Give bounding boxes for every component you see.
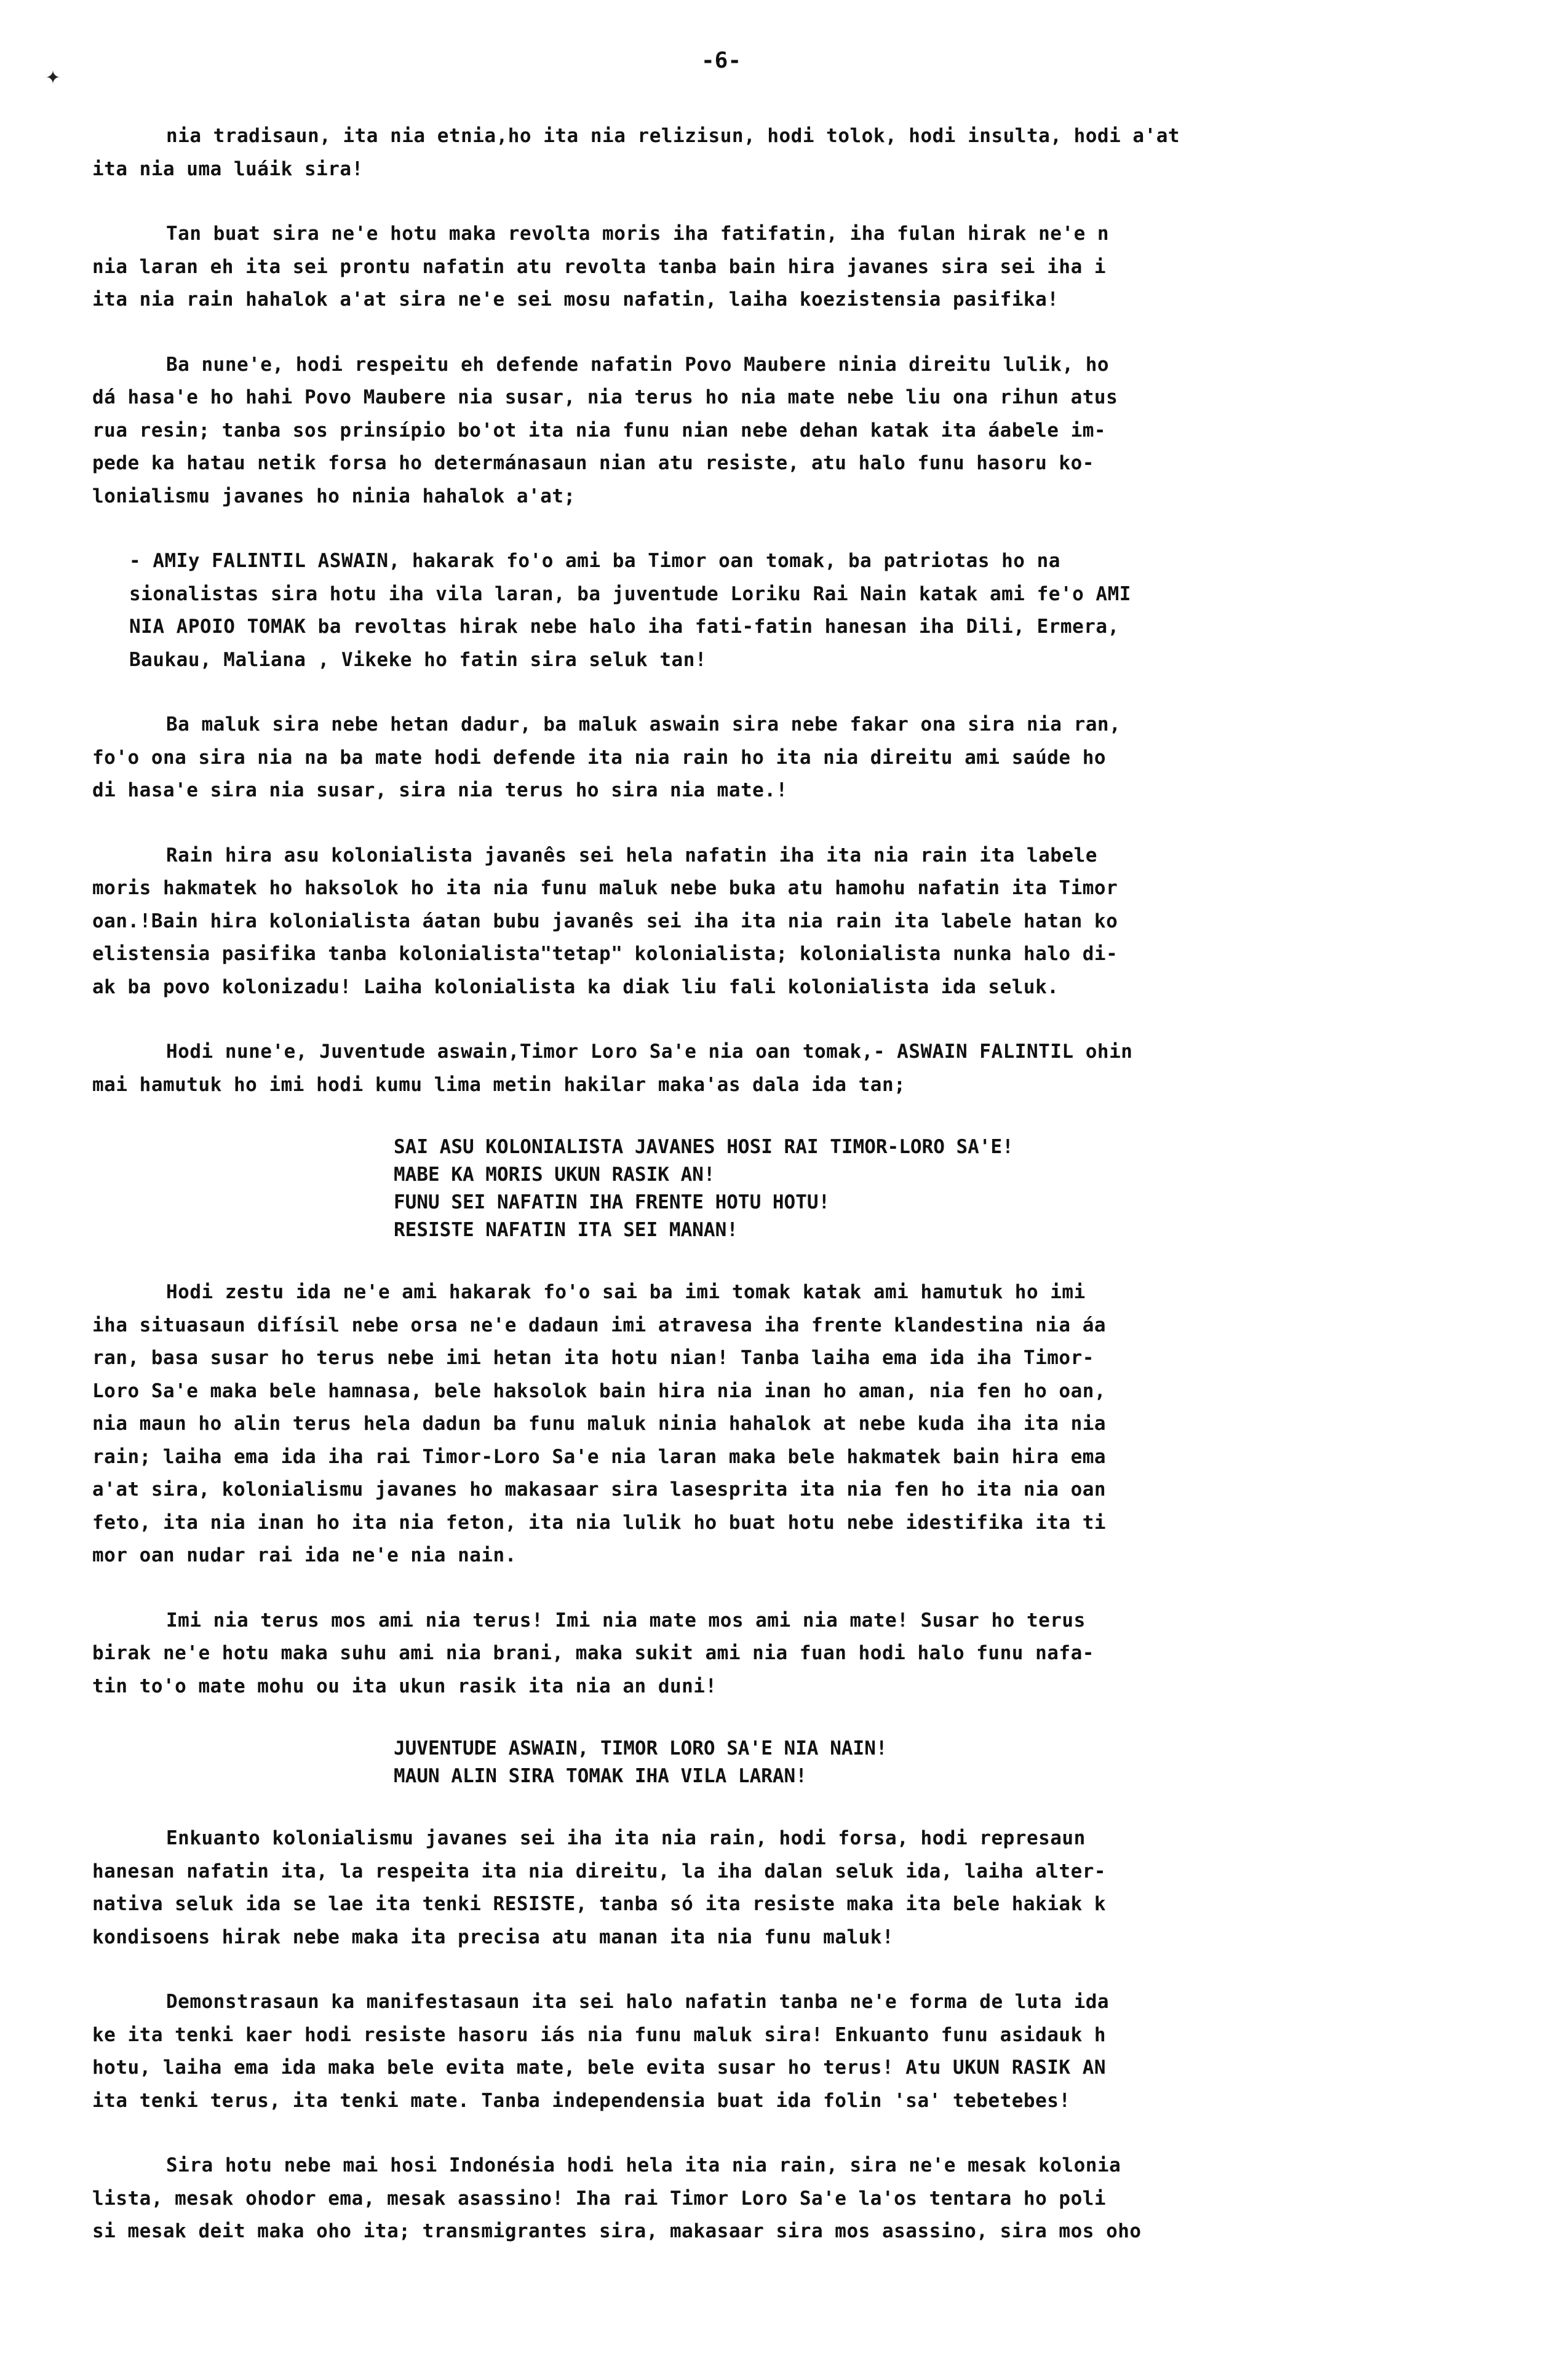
paragraph [92,1276,1464,1573]
paragraph-group-1 [92,120,1464,1101]
slogan-line: JUVENTUDE ASWAIN, TIMOR LORO SA'E NIA NAIN! [394,1737,888,1759]
slogan-line: FUNU SEI NAFATIN IHA FRENTE HOTU HOTU! [394,1191,830,1213]
text-line: ran, basa susar ho terus nebe imi hetan ita hotu nian! Tanba laiha ema ida iha Timor- [92,1347,1094,1369]
text-line: tin to'o mate mohu ou ita ukun rasik ita nia an duni! [92,1675,717,1697]
text-line: moris hakmatek ho haksolok ho ita nia funu maluk nebe buka atu hamohu nafatin ita Timor [92,877,1118,899]
text-line: Rain hira asu kolonialista javanês sei hela nafatin iha ita nia rain ita labele [166,844,1097,867]
text-line: dá hasa'e ho hahi Povo Maubere nia susar, nia terus ho nia mate nebe liu ona rihun atus [92,386,1118,408]
paragraph [92,1605,1464,1704]
paragraph [92,1986,1464,2117]
text-line: nia tradisaun, ita nia etnia,ho ita nia relizisun, hodi tolok, hodi insulta, hodi a'at [166,125,1180,147]
text-line: Enkuanto kolonialismu javanes sei iha ita nia rain, hodi forsa, hodi represaun [166,1827,1086,1849]
text-line: Demonstrasaun ka manifestasaun ita sei halo nafatin tanba ne'e forma de luta ida [166,1991,1110,2013]
text-line: Loro Sa'e maka bele hamnasa, bele haksolok bain hira nia inan ho aman, nia fen ho oan, [92,1379,1107,1402]
text-line: Hodi nune'e, Juventude aswain,Timor Loro Sa'e nia oan tomak,- ASWAIN FALINTIL ohin [166,1041,1133,1063]
text-line: lista, mesak ohodor ema, mesak asassino! Iha rai Timor Loro Sa'e la'os tentara ho poli [92,2187,1107,2210]
text-line: mor oan nudar rai ida ne'e nia nain. [92,1544,517,1566]
paragraph [92,2149,1464,2248]
text-line: Sira hotu nebe mai hosi Indonésia hodi hela ita nia rain, sira ne'e mesak kolonia [166,2154,1121,2176]
text-line: si mesak deit maka oho ita; transmigrantes sira, makasaar sira mos asassino, sira mos oho [92,2220,1142,2242]
slogan-line: RESISTE NAFATIN ITA SEI MANAN! [394,1219,738,1241]
text-line: mai hamutuk ho imi hodi kumu lima metin hakilar maka'as dala ida tan; [92,1073,906,1096]
corner-ink-mark: ✦ [46,61,61,90]
text-line: fo'o ona sira nia na ba mate hodi defende ita nia rain ho ita nia direitu ami saúde ho [92,746,1107,769]
paragraph [92,839,1464,1004]
text-line: nia laran eh ita sei prontu nafatin atu revolta tanba bain hira javanes sira sei iha i [92,255,1107,278]
slogan-block-1 [92,1133,1464,1244]
page-number: -6- [701,48,742,73]
text-line: Hodi zestu ida ne'e ami hakarak fo'o sai ba imi tomak katak ami hamutuk ho imi [166,1281,1086,1303]
paragraph [92,545,1464,676]
text-line: oan.!Bain hira kolonialista áatan bubu javanês sei iha ita nia rain ita labele hatan ko [92,910,1118,932]
text-line: ita tenki terus, ita tenki mate. Tanba independensia buat ida folin 'sa' tebetebes! [92,2089,1071,2112]
text-line: NIA APOIO TOMAK ba revoltas hirak nebe halo iha fati-fatin hanesan iha Dili, Ermera, [129,616,1120,638]
text-line: feto, ita nia inan ho ita nia feton, ita nia lulik ho buat hotu nebe idestifika ita ti [92,1511,1107,1534]
slogan-line: MABE KA MORIS UKUN RASIK AN! [394,1164,715,1186]
text-line: ak ba povo kolonizadu! Laiha kolonialista ka diak liu fali kolonialista ida seluk. [92,975,1059,998]
text-line: ita nia uma luáik sira! [92,157,364,180]
text-line: nia maun ho alin terus hela dadun ba funu maluk ninia hahalok at nebe kuda iha ita nia [92,1413,1107,1435]
paragraph [92,1822,1464,1954]
text-line: sionalistas sira hotu iha vila laran, ba juventude Loriku Rai Nain katak ami fe'o AMI [129,582,1131,605]
text-line: rua resin; tanba sos prinsípio bo'ot ita nia funu nian nebe dehan katak ita áabele im- [92,419,1107,442]
text-line: kondisoens hirak nebe maka ita precisa atu manan ita nia funu maluk! [92,1926,894,1948]
text-line: Baukau, Maliana , Vikeke ho fatin sira seluk tan! [129,648,707,671]
text-line: Ba maluk sira nebe hetan dadur, ba maluk aswain sira nebe fakar ona sira nia ran, [166,713,1121,736]
paragraph [92,1036,1464,1101]
paragraph [92,120,1464,186]
text-line: - AMIy FALINTIL ASWAIN, hakarak fo'o ami ba Timor oan tomak, ba patriotas ho na [129,550,1060,572]
text-line: ita nia rain hahalok a'at sira ne'e sei mosu nafatin, laiha koezistensia pasifika! [92,288,1059,311]
text-line: iha situasaun difísil nebe orsa ne'e dadaun imi atravesa iha frente klandestina nia áa [92,1314,1107,1336]
text-line: rain; laiha ema ida iha rai Timor-Loro Sa'e nia laran maka bele hakmatek bain hira ema [92,1445,1107,1468]
paragraph [92,349,1464,514]
paragraph [92,218,1464,317]
text-line: Imi nia terus mos ami nia terus! Imi nia mate mos ami nia mate! Susar ho terus [166,1609,1086,1632]
text-line: Tan buat sira ne'e hotu maka revolta moris iha fatifatin, iha fulan hirak ne'e n [166,223,1110,245]
slogan-line: MAUN ALIN SIRA TOMAK IHA VILA LARAN! [394,1765,807,1787]
text-line: Ba nune'e, hodi respeitu eh defende nafatin Povo Maubere ninia direitu lulik, ho [166,353,1110,376]
text-line: elistensia pasifika tanba kolonialista"tetap" kolonialista; kolonialista nunka halo di- [92,943,1118,965]
slogan-block-2 [92,1735,1464,1790]
paragraph-group-2 [92,1276,1464,1703]
document-body [92,120,1464,2280]
text-line: ke ita tenki kaer hodi resiste hasoru iás nia funu maluk sira! Enkuanto funu asidauk h [92,2023,1107,2046]
text-line: nativa seluk ida se lae ita tenki RESISTE, tanba só ita resiste maka ita bele hakiak k [92,1893,1107,1915]
text-line: hotu, laiha ema ida maka bele evita mate, bele evita susar ho terus! Atu UKUN RASIK AN [92,2057,1107,2079]
slogan-line: SAI ASU KOLONIALISTA JAVANES HOSI RAI TIMOR-LORO SA'E! [394,1136,1014,1158]
text-line: a'at sira, kolonialismu javanes ho makasaar sira lasesprita ita nia fen ho ita nia oan [92,1478,1107,1501]
text-line: hanesan nafatin ita, la respeita ita nia direitu, la iha dalan seluk ida, laiha alter- [92,1860,1107,1882]
text-line: di hasa'e sira nia susar, sira nia terus ho sira nia mate.! [92,779,788,801]
text-line: pede ka hatau netik forsa ho determánasaun nian atu resiste, atu halo funu hasoru ko- [92,452,1094,474]
paragraph [92,708,1464,807]
text-line: birak ne'e hotu maka suhu ami nia brani, maka sukit ami nia fuan hodi halo funu nafa- [92,1642,1094,1664]
text-line: lonialismu javanes ho ninia hahalok a'at; [92,485,576,507]
paragraph-group-3 [92,1822,1464,2248]
